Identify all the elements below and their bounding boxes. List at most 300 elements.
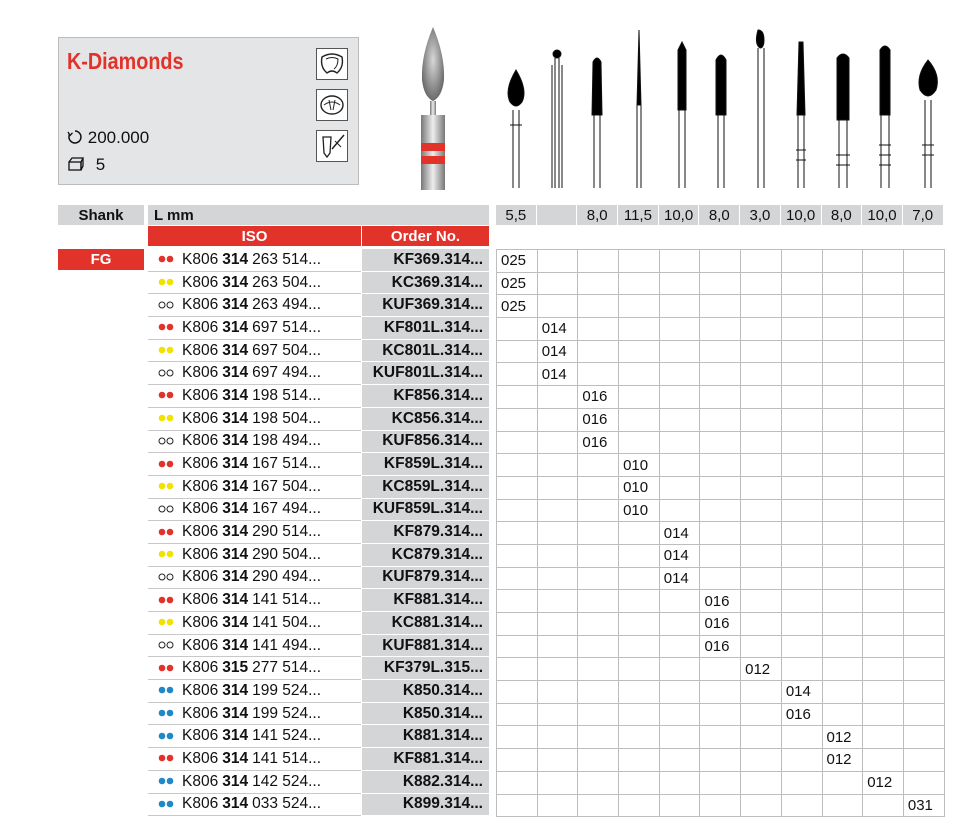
size-cell (782, 273, 823, 296)
size-cell (904, 477, 945, 500)
size-cell (497, 409, 538, 432)
size-cell (660, 432, 701, 455)
grit-dots-icon (158, 343, 182, 358)
iso-code (148, 612, 361, 635)
size-cell (619, 273, 660, 296)
size-cell (823, 522, 864, 545)
size-cell (782, 658, 823, 681)
grit-dots-icon (158, 320, 182, 335)
size-cell (823, 295, 864, 318)
size-cell (619, 522, 660, 545)
size-cell (823, 613, 864, 636)
order-number: KUF369.314... (362, 294, 489, 317)
grid-row (497, 726, 945, 749)
size-cell (700, 432, 741, 455)
order-number: KUF801L.314... (362, 362, 489, 385)
bur-photo (408, 25, 458, 190)
size-cell (497, 545, 538, 568)
grid-row (497, 250, 945, 273)
order-number: KC801L.314... (362, 340, 489, 363)
iso-shank-code: 314 (222, 568, 249, 586)
iso-suffix: 167 514... (252, 455, 322, 473)
size-cell (782, 500, 823, 523)
iso-suffix: 199 524... (252, 704, 322, 722)
size-cell (700, 318, 741, 341)
table-row (148, 385, 489, 408)
length-value: 10,0 (862, 205, 903, 225)
size-cell (619, 636, 660, 659)
iso-suffix: 141 504... (252, 613, 322, 631)
iso-shank-code: 314 (222, 455, 249, 473)
size-cell (823, 409, 864, 432)
size-cell: 012 (823, 726, 864, 749)
size-cell (741, 477, 782, 500)
size-cell (578, 590, 619, 613)
iso-shank-code: 314 (222, 273, 249, 291)
iso-shank-code: 314 (222, 704, 249, 722)
size-cell (660, 341, 701, 364)
size-cell (619, 704, 660, 727)
speed-info (67, 128, 149, 148)
grit-dots-icon (158, 252, 182, 267)
size-cell (660, 250, 701, 273)
grit-dots-icon (158, 275, 182, 290)
size-cell (823, 477, 864, 500)
size-cell (823, 273, 864, 296)
size-cell (619, 295, 660, 318)
iso-suffix: 290 494... (252, 568, 322, 586)
size-cell (904, 636, 945, 659)
iso-code (148, 680, 361, 703)
size-cell (823, 341, 864, 364)
size-cell (578, 613, 619, 636)
size-cell (578, 318, 619, 341)
size-cell (782, 386, 823, 409)
table-row (148, 476, 489, 499)
size-cell (700, 295, 741, 318)
size-cell (823, 590, 864, 613)
size-cell (904, 658, 945, 681)
iso-shank-code: 314 (222, 432, 249, 450)
size-cell (863, 363, 904, 386)
size-cell (741, 726, 782, 749)
size-cell (741, 522, 782, 545)
product-header (58, 37, 359, 185)
size-cell (904, 341, 945, 364)
grit-dots-icon (158, 661, 182, 676)
order-number: KUF881.314... (362, 635, 489, 658)
size-cell: 016 (700, 590, 741, 613)
size-cell (823, 386, 864, 409)
size-cell (578, 726, 619, 749)
iso-shank-code: 314 (222, 772, 249, 790)
size-cell (863, 295, 904, 318)
size-cell (578, 681, 619, 704)
iso-prefix: K806 (182, 250, 219, 268)
table-row (148, 703, 489, 726)
size-cell (741, 568, 782, 591)
order-number: KC369.314... (362, 272, 489, 295)
size-cell (904, 681, 945, 704)
size-cell (700, 386, 741, 409)
size-cell: 010 (619, 454, 660, 477)
order-number: KUF856.314... (362, 431, 489, 454)
size-cell (823, 681, 864, 704)
size-cell (741, 273, 782, 296)
size-cell (782, 726, 823, 749)
size-cell (660, 749, 701, 772)
size-cell (782, 590, 823, 613)
size-cell (904, 432, 945, 455)
size-cell (497, 568, 538, 591)
size-cell (782, 636, 823, 659)
table-row (148, 294, 489, 317)
size-cell (619, 363, 660, 386)
size-cell (741, 590, 782, 613)
size-cell (497, 432, 538, 455)
size-cell (578, 477, 619, 500)
table-row (148, 521, 489, 544)
size-cell (741, 250, 782, 273)
iso-code (148, 317, 361, 340)
length-value: 11,5 (618, 205, 659, 225)
pack-info (67, 155, 105, 175)
size-cell (741, 500, 782, 523)
size-cell (660, 295, 701, 318)
table-row (148, 544, 489, 567)
iso-prefix: K806 (182, 318, 219, 336)
order-number: KF881.314... (362, 748, 489, 771)
iso-suffix: 263 514... (252, 250, 322, 268)
grit-dots-icon (158, 388, 182, 403)
iso-shank-code: 314 (222, 386, 249, 404)
size-cell (619, 545, 660, 568)
iso-shank-code: 314 (222, 341, 249, 359)
size-cell (700, 500, 741, 523)
size-cell (660, 500, 701, 523)
size-cell (619, 318, 660, 341)
size-cell (863, 726, 904, 749)
size-cell (619, 726, 660, 749)
iso-code (148, 362, 361, 385)
size-cell: 016 (700, 636, 741, 659)
speed-value: 200.000 (87, 128, 150, 147)
size-cell (863, 795, 904, 818)
table-row (148, 657, 489, 680)
size-cell (619, 658, 660, 681)
table-row (148, 249, 489, 272)
size-cell (497, 636, 538, 659)
size-cell (538, 295, 579, 318)
size-cell (863, 568, 904, 591)
size-cell (660, 726, 701, 749)
size-cell: 025 (497, 295, 538, 318)
size-cell (782, 454, 823, 477)
size-cell (700, 726, 741, 749)
table-row (148, 499, 489, 522)
iso-prefix: K806 (182, 455, 219, 473)
iso-prefix: K806 (182, 681, 219, 699)
grit-dots-icon (158, 366, 182, 381)
iso-shank-code: 314 (222, 613, 249, 631)
size-cell (782, 568, 823, 591)
size-cell (660, 613, 701, 636)
size-cell (619, 749, 660, 772)
size-cell (700, 273, 741, 296)
table-row (148, 748, 489, 771)
size-cell (538, 409, 579, 432)
size-cell: 016 (578, 409, 619, 432)
iso-prefix: K806 (182, 432, 219, 450)
size-cell (660, 636, 701, 659)
size-cell (497, 613, 538, 636)
size-cell (782, 250, 823, 273)
size-cell (578, 704, 619, 727)
size-cell (782, 795, 823, 818)
iso-header: ISO (148, 226, 361, 246)
iso-suffix: 142 524... (252, 772, 322, 790)
iso-code (148, 499, 361, 522)
size-cell (578, 295, 619, 318)
grid-row (497, 432, 945, 455)
bur-shapes-illustration (496, 20, 944, 195)
iso-prefix: K806 (182, 704, 219, 722)
size-cell (823, 545, 864, 568)
grid-row (497, 658, 945, 681)
order-number: K899.314... (362, 794, 489, 817)
size-cell (904, 454, 945, 477)
size-cell (538, 568, 579, 591)
size-cell (741, 409, 782, 432)
length-value: 8,0 (577, 205, 618, 225)
iso-prefix: K806 (182, 591, 219, 609)
table-row (148, 362, 489, 385)
tooth-drill-icon (316, 130, 348, 162)
size-cell (863, 704, 904, 727)
size-cell (497, 658, 538, 681)
iso-shank-code: 314 (222, 636, 249, 654)
iso-prefix: K806 (182, 772, 219, 790)
table-row (148, 272, 489, 295)
iso-suffix: 277 514... (252, 659, 322, 677)
size-cell (741, 386, 782, 409)
iso-prefix: K806 (182, 341, 219, 359)
grit-dots-icon (158, 683, 182, 698)
size-cell (700, 658, 741, 681)
size-cell: 016 (782, 704, 823, 727)
package-icon (67, 155, 85, 175)
size-cell (863, 658, 904, 681)
size-cell: 014 (538, 318, 579, 341)
iso-suffix: 199 524... (252, 681, 322, 699)
size-cell (904, 250, 945, 273)
size-cell (863, 318, 904, 341)
length-value: 8,0 (699, 205, 740, 225)
iso-shank-code: 314 (222, 409, 249, 427)
size-cell (538, 432, 579, 455)
size-cell (700, 341, 741, 364)
order-number: K881.314... (362, 725, 489, 748)
table-row (148, 794, 489, 817)
iso-code (148, 657, 361, 680)
size-cell (578, 454, 619, 477)
size-cell (904, 318, 945, 341)
iso-code (148, 771, 361, 794)
grid-row (497, 613, 945, 636)
size-cell (538, 500, 579, 523)
iso-shank-code: 314 (222, 681, 249, 699)
iso-code (148, 385, 361, 408)
size-cell (823, 795, 864, 818)
size-cell (497, 795, 538, 818)
size-cell: 014 (538, 363, 579, 386)
size-cell (741, 795, 782, 818)
order-number: KC879.314... (362, 544, 489, 567)
product-rows (148, 249, 489, 816)
iso-prefix: K806 (182, 568, 219, 586)
size-cell (700, 795, 741, 818)
size-cell (497, 522, 538, 545)
size-cell (782, 341, 823, 364)
iso-prefix: K806 (182, 523, 219, 541)
iso-shank-code: 314 (222, 795, 249, 813)
size-cell (863, 613, 904, 636)
order-number: K882.314... (362, 771, 489, 794)
size-cell (660, 409, 701, 432)
iso-shank-code: 314 (222, 250, 249, 268)
size-cell (619, 795, 660, 818)
grid-row (497, 795, 945, 818)
size-cell (904, 704, 945, 727)
size-cell: 012 (741, 658, 782, 681)
size-cell (619, 250, 660, 273)
size-cell (863, 749, 904, 772)
table-row (148, 771, 489, 794)
iso-shank-code: 314 (222, 545, 249, 563)
length-values (496, 205, 944, 225)
size-cell: 012 (863, 772, 904, 795)
iso-suffix: 141 514... (252, 749, 322, 767)
iso-prefix: K806 (182, 545, 219, 563)
iso-prefix: K806 (182, 727, 219, 745)
grid-row (497, 636, 945, 659)
size-cell (782, 477, 823, 500)
size-cell: 016 (578, 386, 619, 409)
crown-prep-icon (316, 48, 348, 80)
size-cell (823, 250, 864, 273)
grid-row (497, 522, 945, 545)
size-cell (741, 341, 782, 364)
size-cell (497, 386, 538, 409)
size-cell (782, 409, 823, 432)
iso-prefix: K806 (182, 636, 219, 654)
iso-suffix: 290 514... (252, 523, 322, 541)
size-cell (578, 500, 619, 523)
size-cell (904, 568, 945, 591)
size-cell (497, 726, 538, 749)
size-cell (700, 704, 741, 727)
iso-code (148, 453, 361, 476)
order-number: KF801L.314... (362, 317, 489, 340)
iso-shank-code: 314 (222, 749, 249, 767)
iso-shank-code: 314 (222, 523, 249, 541)
grit-dots-icon (158, 570, 182, 585)
size-cell (497, 590, 538, 613)
size-cell (538, 545, 579, 568)
size-cell (823, 658, 864, 681)
size-cell (741, 432, 782, 455)
size-cell (741, 772, 782, 795)
size-cell: 014 (660, 522, 701, 545)
table-row (148, 635, 489, 658)
grid-row (497, 273, 945, 296)
order-number: KF856.314... (362, 385, 489, 408)
grid-row (497, 500, 945, 523)
iso-code (148, 589, 361, 612)
iso-suffix: 141 514... (252, 591, 322, 609)
size-cell (904, 545, 945, 568)
size-cell (538, 590, 579, 613)
occlusal-icon (316, 89, 348, 121)
size-cell (782, 295, 823, 318)
size-cell (700, 409, 741, 432)
size-cell (538, 726, 579, 749)
size-cell (497, 454, 538, 477)
size-cell (578, 363, 619, 386)
size-cell (782, 522, 823, 545)
size-cell: 014 (660, 568, 701, 591)
size-cell (700, 363, 741, 386)
size-cell (823, 636, 864, 659)
iso-suffix: 141 494... (252, 636, 322, 654)
iso-prefix: K806 (182, 409, 219, 427)
length-value: 10,0 (781, 205, 822, 225)
size-cell (823, 772, 864, 795)
grid-row (497, 295, 945, 318)
size-cell (782, 772, 823, 795)
length-header: L mm (148, 205, 489, 225)
iso-prefix: K806 (182, 795, 219, 813)
length-value: 10,0 (659, 205, 700, 225)
size-cell: 025 (497, 250, 538, 273)
size-cell (619, 681, 660, 704)
grid-row (497, 454, 945, 477)
table-row (148, 589, 489, 612)
grit-dots-icon (158, 774, 182, 789)
grit-dots-icon (158, 479, 182, 494)
size-cell (741, 749, 782, 772)
size-cell (660, 681, 701, 704)
size-cell (904, 295, 945, 318)
iso-suffix: 033 524... (252, 795, 322, 813)
grit-dots-icon (158, 593, 182, 608)
size-cell (538, 613, 579, 636)
iso-code (148, 748, 361, 771)
size-cell (741, 545, 782, 568)
size-cell (538, 522, 579, 545)
size-cell (578, 250, 619, 273)
size-cell (700, 749, 741, 772)
size-cell (823, 454, 864, 477)
order-number: KF881.314... (362, 589, 489, 612)
size-cell (660, 318, 701, 341)
size-cell: 025 (497, 273, 538, 296)
iso-shank-code: 314 (222, 591, 249, 609)
size-cell (741, 318, 782, 341)
size-cell (538, 477, 579, 500)
iso-prefix: K806 (182, 500, 219, 518)
iso-prefix: K806 (182, 477, 219, 495)
